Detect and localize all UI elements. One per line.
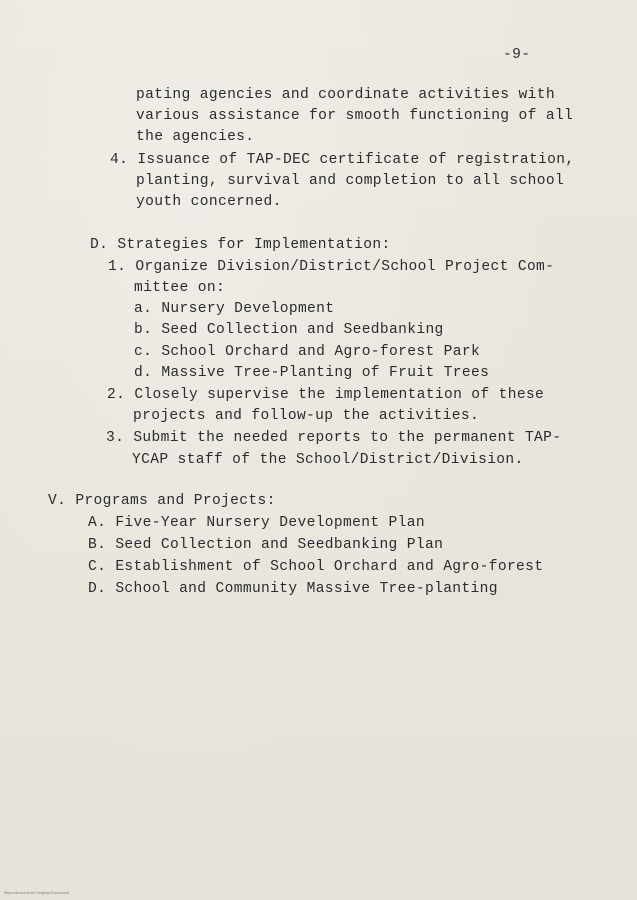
strategy-3-line-1: 3. Submit the needed reports to the permanent TAP- — [106, 430, 562, 446]
program-d: D. School and Community Massive Tree-planting — [88, 581, 498, 597]
section-v-heading: V. Programs and Projects: — [48, 493, 276, 509]
strategy-1-line-1: 1. Organize Division/District/School Project Com- — [108, 259, 555, 275]
continuation-line-1: pating agencies and coordinate activities with — [136, 87, 555, 103]
item-4-line-2: planting, survival and completion to all school — [136, 173, 565, 189]
strategy-2-line-2: projects and follow-up the activities. — [133, 408, 480, 424]
section-d-heading: D. Strategies for Implementation: — [90, 237, 391, 253]
strategy-1-sub-d: d. Massive Tree-Planting of Fruit Trees — [134, 365, 490, 381]
strategy-3-line-2: YCAP staff of the School/District/Division. — [132, 452, 524, 468]
continuation-line-2: various assistance for smooth functioning of all — [136, 108, 574, 124]
program-c: C. Establishment of School Orchard and Agro-forest — [88, 559, 544, 575]
strategy-1-sub-b: b. Seed Collection and Seedbanking — [134, 322, 444, 338]
program-a: A. Five-Year Nursery Development Plan — [88, 515, 425, 531]
page-number: -9- — [503, 47, 531, 63]
program-b: B. Seed Collection and Seedbanking Plan — [88, 537, 444, 553]
item-4-line-3: youth concerned. — [136, 194, 282, 210]
item-4-line-1: 4. Issuance of TAP-DEC certificate of registration, — [110, 152, 575, 168]
reproduction-footer: Reproduced from Original Document — [4, 890, 70, 895]
strategy-1-line-2: mittee on: — [134, 280, 226, 296]
strategy-1-sub-a: a. Nursery Development — [134, 301, 335, 317]
strategy-1-sub-c: c. School Orchard and Agro-forest Park — [134, 344, 481, 360]
strategy-2-line-1: 2. Closely supervise the implementation of these — [107, 387, 545, 403]
continuation-line-3: the agencies. — [136, 129, 255, 145]
